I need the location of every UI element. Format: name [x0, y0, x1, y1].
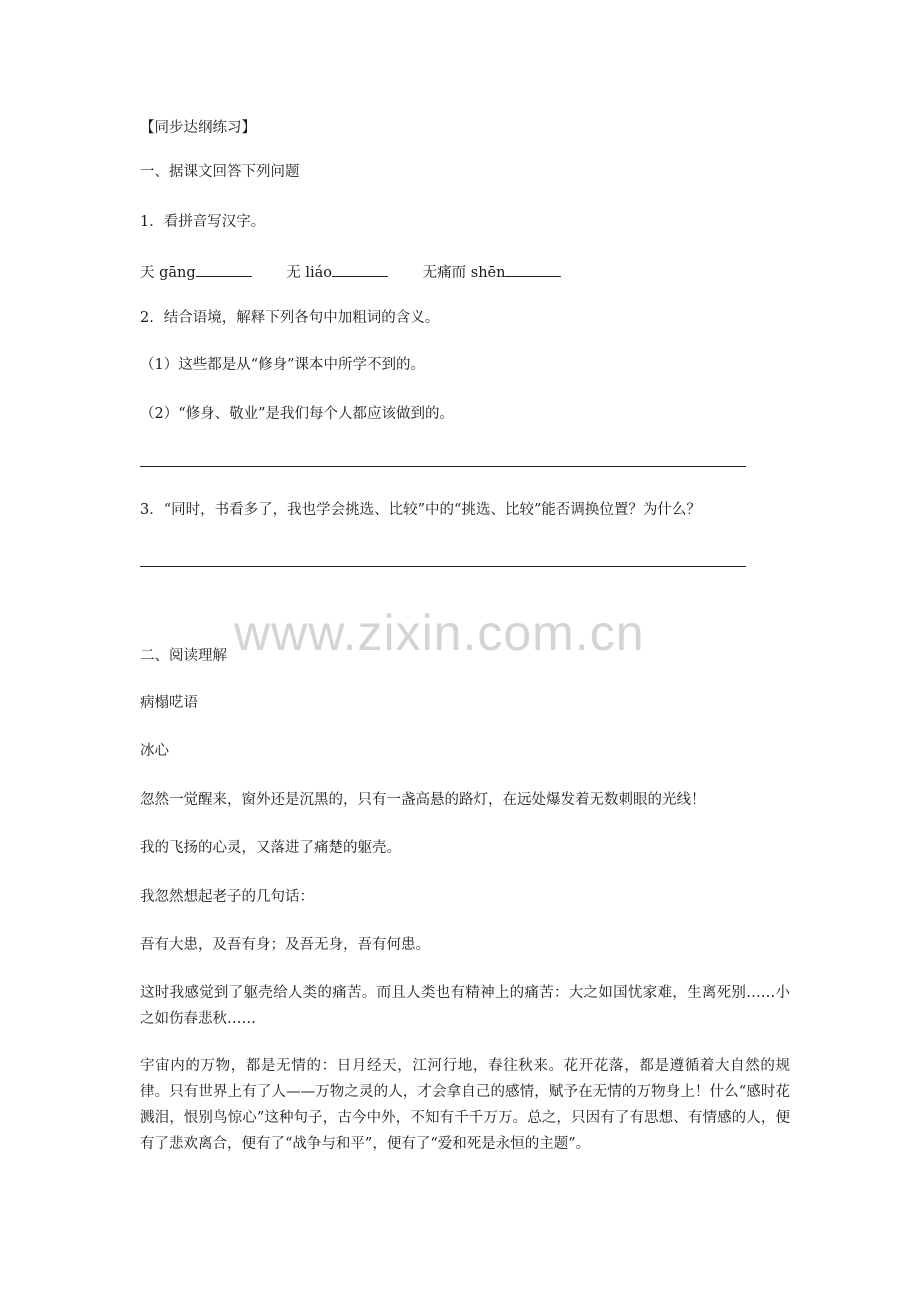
- section-header: 【同步达纲练习】: [140, 120, 256, 136]
- pinyin-item-3: [423, 261, 562, 283]
- article-title: 病榻呓语: [140, 695, 198, 711]
- pinyin-text: 天 gāng: [140, 265, 196, 281]
- article-paragraph: 我的飞扬的心灵，又落进了痛楚的躯壳。: [140, 840, 401, 856]
- question-3-label: 3．“同时，书看多了，我也学会挑选、比较”中的“挑选、比较”能否调换位置？为什么？: [140, 502, 701, 518]
- part1-title: 一、据课文回答下列问题: [140, 164, 300, 180]
- question-2-label: 2．结合语境，解释下列各句中加粗词的含义。: [140, 310, 440, 326]
- pinyin-row: [140, 261, 561, 283]
- part2-title: 二、阅读理解: [140, 648, 227, 664]
- answer-line[interactable]: [140, 466, 746, 467]
- article-author: 冰心: [140, 743, 169, 759]
- answer-line[interactable]: [140, 566, 746, 567]
- pinyin-text: 无痛而 shēn: [422, 265, 506, 281]
- article-paragraph: 我忽然想起老子的几句话：: [140, 889, 314, 905]
- article-paragraph: 宇宙内的万物，都是无情的：日月经天，江河行地，春往秋来。花开花落，都是遵循着大自然的规律。只有世界上有了人——万物之灵的人，才会拿自己的感情，赋予在无情的万物身上！什么“感时花溅泪，恨别鸟惊心”这种句子，古今中外，不知有千千万万。总之，只因有了有思想、有情感的人，便有了悲欢离合，便有了“战争与和平”，便有了“爱和死是永恒的主题”。: [140, 1058, 790, 1152]
- question-2-sentence-1: （1）这些都是从“修身”课本中所学不到的。: [140, 357, 426, 373]
- pinyin-item-2: [286, 261, 388, 283]
- article-paragraph: 这时我感觉到了躯壳给人类的痛苦。而且人类也有精神上的痛苦：大之如国忧家难，生离死别……小之如伤春悲秋……: [140, 985, 790, 1027]
- pinyin-item-1: [140, 261, 252, 283]
- article-paragraph: 忽然一觉醒来，窗外还是沉黑的，只有一盏高悬的路灯，在远处爆发着无数刺眼的光线！: [140, 792, 706, 808]
- question-1-label: 1．看拼音写汉字。: [140, 214, 266, 230]
- question-2-sentence-2: （2）“修身、敬业”是我们每个人都应该做到的。: [140, 406, 455, 422]
- article-paragraph: 吾有大患，及吾有身；及吾无身，吾有何患。: [140, 937, 430, 953]
- answer-blank[interactable]: [505, 261, 561, 277]
- answer-blank[interactable]: [332, 261, 388, 277]
- answer-blank[interactable]: [196, 261, 252, 277]
- watermark: www.zixin.com.cn: [234, 605, 645, 661]
- pinyin-text: 无 liáo: [286, 265, 333, 281]
